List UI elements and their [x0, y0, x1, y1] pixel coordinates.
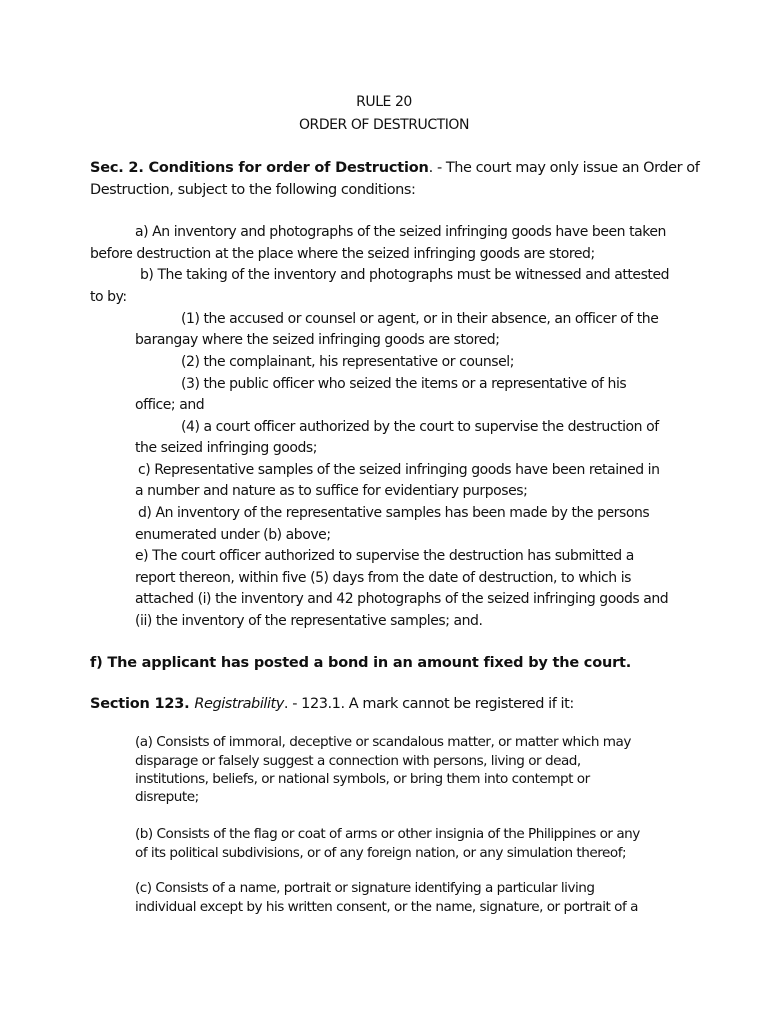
sec123-a-line3: institutions, beliefs, or national symbols, or bring them into contempt or: [135, 771, 590, 787]
sec123-b-line2: of its political subdivisions, or of any foreign nation, or any simulation thereof;: [135, 845, 627, 861]
sec123-c-line1: (c) Consists of a name, portrait or signature identifying a particular living: [135, 880, 595, 896]
sec2-b4-line1: (4) a court officer authorized by the court to supervise the destruction of: [181, 419, 659, 435]
sec2-b4-line2: the seized infringing goods;: [135, 440, 318, 456]
sec123-b-line1: (b) Consists of the flag or coat of arms or other insignia of the Philippines or any: [135, 826, 640, 842]
sec2-b1-line1: (1) the accused or counsel or agent, or in their absence, an officer of the: [181, 311, 659, 327]
sec123-a-line4: disrepute;: [135, 789, 199, 805]
sec2-c-line1: c) Representative samples of the seized infringing goods have been retained in: [138, 462, 660, 478]
sec2-b3-line2: office; and: [135, 397, 205, 413]
sec2-d-line1: d) An inventory of the representative samples has been made by the persons: [138, 505, 650, 521]
sec2-d-line2: enumerated under (b) above;: [135, 527, 331, 543]
sec2-a-line1: a) An inventory and photographs of the seized infringing goods have been taken: [135, 224, 666, 240]
sec2-e-line4: (ii) the inventory of the representative samples; and.: [135, 613, 483, 629]
sec2-c-line2: a number and nature as to suffice for evidentiary purposes;: [135, 483, 528, 499]
sec123-heading-line: [90, 693, 574, 715]
sec2-e-line3: attached (i) the inventory and 42 photographs of the seized infringing goods and: [135, 591, 669, 607]
sec2-b-line2: to by:: [90, 289, 127, 305]
sec123-c-line2: individual except by his written consent, or the name, signature, or portrait of a: [135, 899, 638, 915]
sec123-label-rest: . - 123.1. A mark cannot be registered if it:: [283, 696, 574, 712]
sec123-label: Section 123.: [90, 696, 195, 712]
sec2-line2: Destruction, subject to the following conditions:: [90, 182, 416, 198]
sec2-b1-line2: barangay where the seized infringing goods are stored;: [135, 332, 500, 348]
sec2-b2-line1: (2) the complainant, his representative or counsel;: [181, 354, 515, 370]
rule-title: RULE 20: [356, 94, 412, 110]
sec2-heading-rest: . - The court may only issue an Order of: [428, 160, 700, 176]
sec2-b-line1: b) The taking of the inventory and photographs must be witnessed and attested: [140, 267, 670, 283]
sec2-f-line: f) The applicant has posted a bond in an amount fixed by the court.: [90, 655, 632, 671]
sec2-b3-line1: (3) the public officer who seized the items or a representative of his: [181, 376, 627, 392]
sec123-a-line1: (a) Consists of immoral, deceptive or scandalous matter, or matter which may: [135, 734, 631, 750]
rule-subtitle: ORDER OF DESTRUCTION: [298, 117, 470, 133]
sec2-e-line1: e) The court officer authorized to supervise the destruction has submitted a: [135, 548, 634, 564]
sec123-label-italic: Registrability: [194, 696, 284, 712]
sec123-a-line2: disparage or falsely suggest a connection with persons, living or dead,: [135, 753, 581, 769]
sec2-e-line2: report thereon, within five (5) days from the date of destruction, to which is: [135, 570, 632, 586]
sec2-heading-line: [90, 157, 699, 179]
sec2-a-line2: before destruction at the place where the seized infringing goods are stored;: [90, 246, 595, 262]
sec2-heading: Sec. 2. Conditions for order of Destruction: [90, 160, 429, 176]
